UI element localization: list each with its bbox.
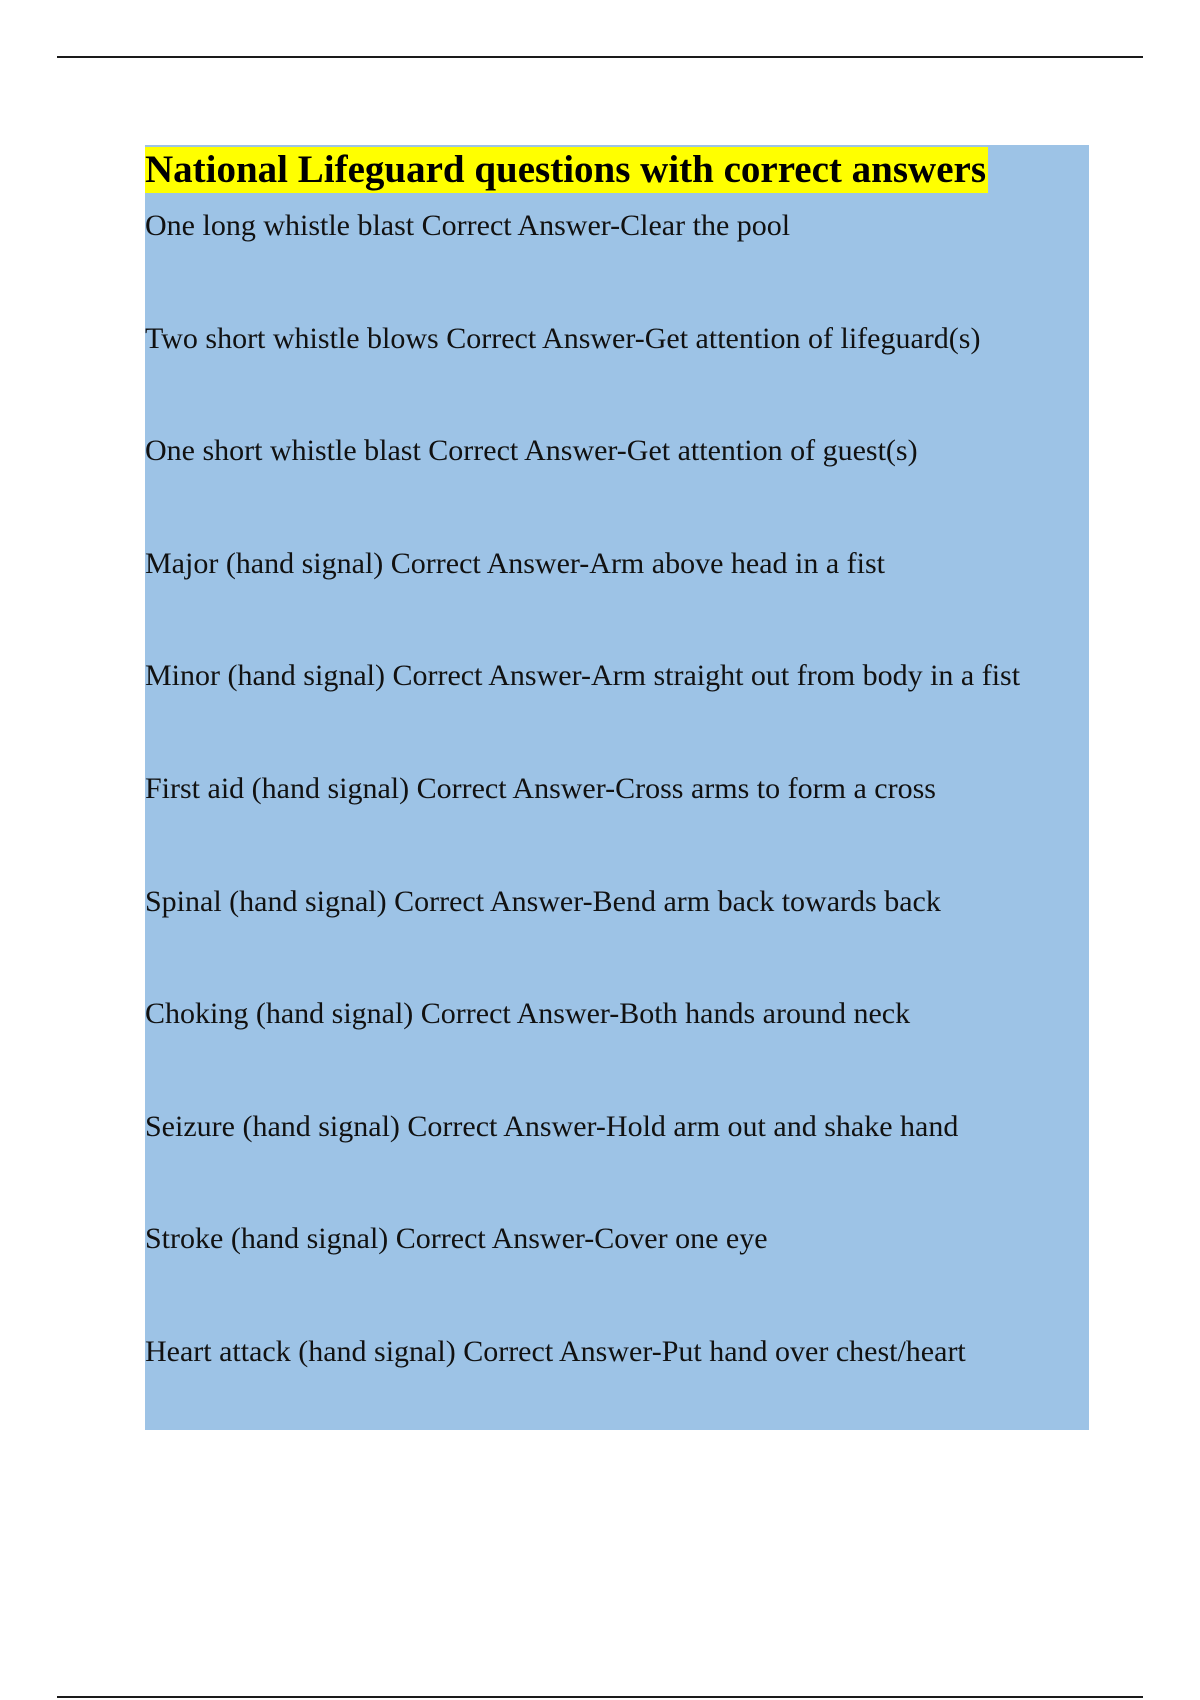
qa-item: Spinal (hand signal) Correct Answer-Bend arm back towards back bbox=[145, 884, 941, 918]
qa-item: Choking (hand signal) Correct Answer-Both hands around neck bbox=[145, 997, 911, 1031]
document-title: National Lifeguard questions with correct answers bbox=[145, 148, 986, 191]
qa-item: Seizure (hand signal) Correct Answer-Hold arm out and shake hand bbox=[145, 1109, 959, 1143]
qa-item: First aid (hand signal) Correct Answer-Cross arms to form a cross bbox=[145, 771, 936, 805]
qa-item: Two short whistle blows Correct Answer-Get attention of lifeguard(s) bbox=[145, 321, 981, 355]
qa-item: Stroke (hand signal) Correct Answer-Cover one eye bbox=[145, 1222, 768, 1256]
qa-list bbox=[145, 208, 1020, 1447]
qa-item: One short whistle blast Correct Answer-Get attention of guest(s) bbox=[145, 434, 918, 468]
qa-item: Minor (hand signal) Correct Answer-Arm straight out from body in a fist bbox=[145, 659, 1021, 693]
footer-rule bbox=[57, 1696, 1143, 1698]
qa-item: Heart attack (hand signal) Correct Answer-Put hand over chest/heart bbox=[145, 1334, 966, 1368]
qa-item: One long whistle blast Correct Answer-Clear the pool bbox=[145, 209, 791, 242]
qa-item: Major (hand signal) Correct Answer-Arm above head in a fist bbox=[145, 546, 886, 580]
header-rule bbox=[57, 56, 1143, 58]
content-block bbox=[145, 145, 1089, 1430]
